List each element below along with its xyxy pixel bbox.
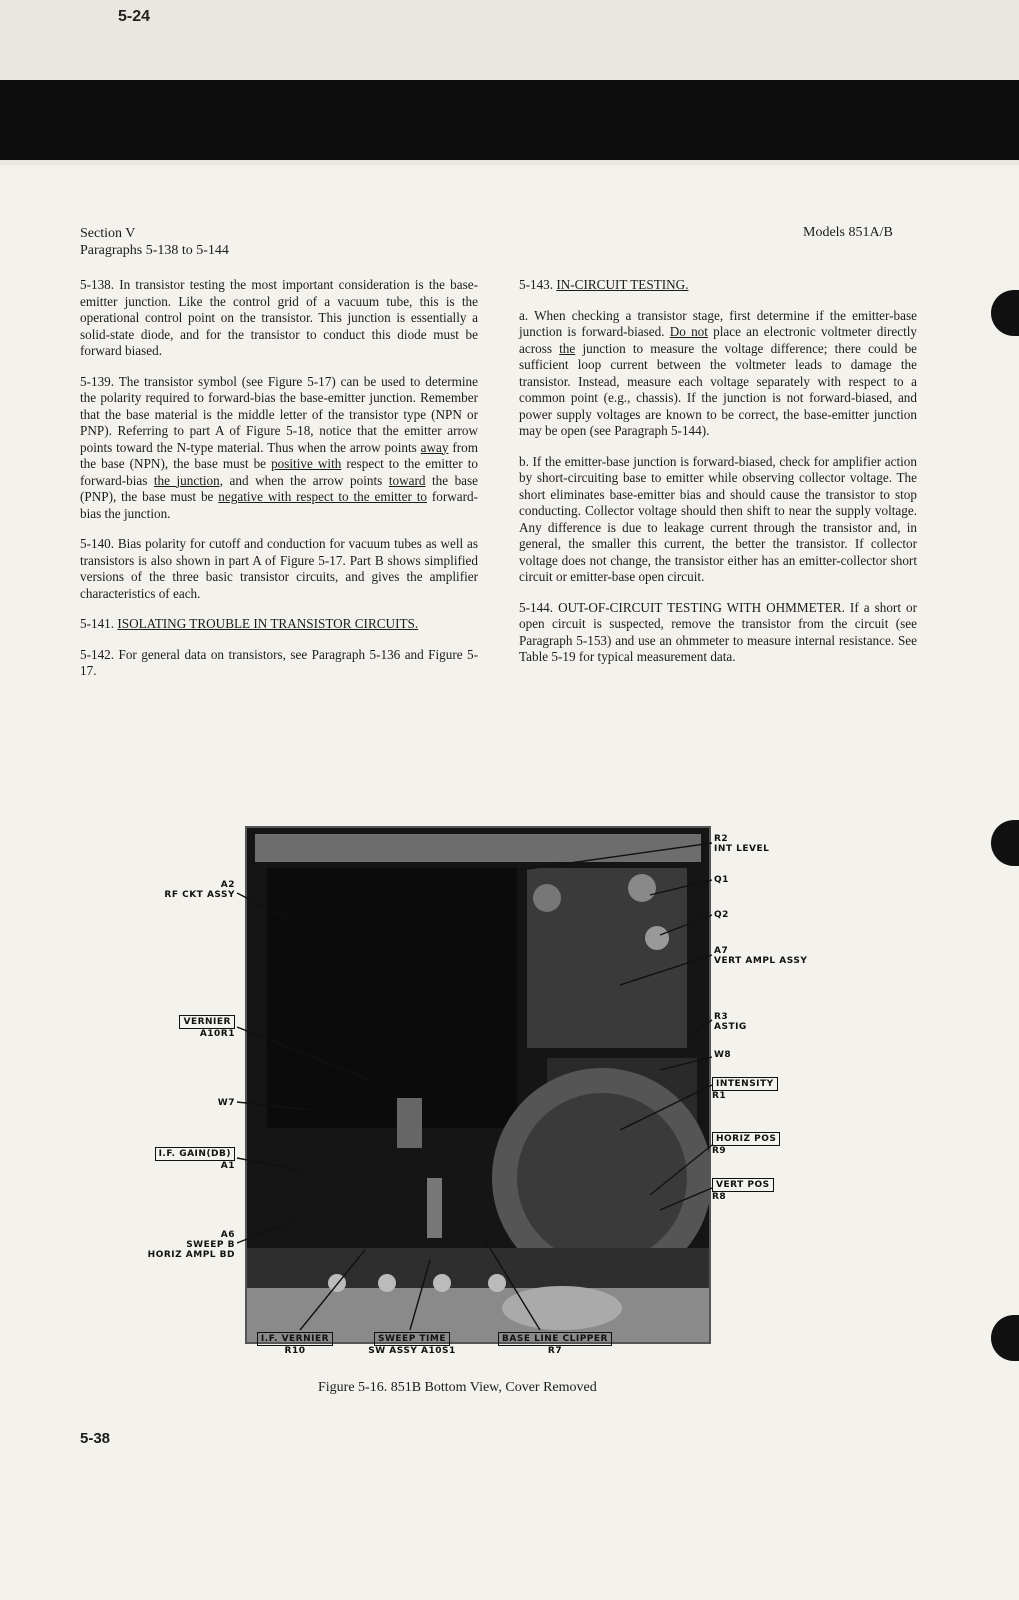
label-boxed: INTENSITY	[712, 1077, 778, 1091]
label-ref: SW ASSY A10S1	[368, 1346, 456, 1356]
label-ref: A6	[220, 1230, 235, 1240]
paragraph-5-140: 5-140. Bias polarity for cutoff and conduction for vacuum tubes as well as transistors is also shown in part A of Figure 5-17. Part B shows simplified versions of the three basic transistor circuits, and gives the amplifier characteristics of each.	[80, 536, 478, 601]
label-desc: SWEEP B	[186, 1240, 235, 1250]
heading-isolating-trouble: ISOLATING TROUBLE IN TRANSISTOR CIRCUITS.	[117, 616, 419, 631]
paragraph-number: 5-143.	[519, 277, 554, 292]
label-ref: R8	[712, 1192, 727, 1202]
text-run: forward-bias the junction.	[80, 489, 478, 521]
label-if-gain	[140, 1147, 235, 1171]
models-header: Models 851A/B	[803, 225, 893, 240]
label-ref: A2	[220, 880, 235, 890]
label-ref: R3	[714, 1012, 729, 1022]
paragraph-5-138: 5-138. In transistor testing the most important consideration is the base-emitter junction. Like the control grid of a vacuum tube, this is the operational control point on the transistor. This junction is essentially a solid-state diode, and for the transistor to conduct this diode must be forward biased.	[80, 277, 478, 358]
label-base-line-clipper	[490, 1332, 620, 1356]
text-run: junction to measure the voltage difference; there could be sufficient loop current between the voltmeter leads to damage the transistor. Instead, measure each voltage separately with respect to a common point (e.g., chassis). If the junction is not forward-biased, and power supply voltages are known to be correct, the base-emitter junction may be open (see Paragraph 5-144).	[519, 340, 918, 438]
label-ref: R10	[284, 1346, 306, 1356]
text-run: a. When checking a transistor stage, first determine if the emitter-base junction is forward-biased.	[519, 307, 917, 339]
label-boxed: VERNIER	[179, 1015, 235, 1029]
label-vernier	[150, 1015, 235, 1039]
label-vert-pos	[712, 1178, 774, 1202]
label-q1: Q1	[714, 875, 729, 885]
heading-out-of-circuit: OUT-OF-CIRCUIT TESTING WITH OHMMETER.	[558, 599, 845, 615]
label-q2: Q2	[714, 910, 729, 920]
label-ref: A7	[714, 946, 729, 956]
label-ref: R9	[712, 1146, 727, 1156]
label-a7	[714, 946, 807, 966]
section-title: Section V	[80, 226, 136, 241]
label-ref: A10R1	[199, 1029, 235, 1039]
label-a2	[150, 880, 235, 900]
figure-caption: Figure 5-16. 851B Bottom View, Cover Removed	[318, 1380, 597, 1395]
label-desc: INT LEVEL	[714, 844, 770, 854]
label-boxed: BASE LINE CLIPPER	[498, 1332, 612, 1346]
heading-in-circuit-testing: IN-CIRCUIT TESTING.	[556, 277, 689, 292]
paragraph-number: 5-141.	[80, 616, 115, 631]
paragraph-5-143-b: b. If the emitter-base junction is forward-biased, check for amplifier action by short-circuiting base to emitter while observing collector voltage. The short eliminates base-emitter bias and should cause the transistor to stop conducting. Collector voltage should then shift to near the supply voltage. Any difference is due to leakage current through the transistor and, in general, the smaller this current, the better the transistor. If collector voltage does not change, the transistor either has an emitter-collector short circuit or emitter-base open circuit.	[519, 453, 917, 584]
label-ref: R2	[714, 834, 729, 844]
emphasis-do-not: Do not	[669, 324, 708, 339]
label-boxed: I.F. VERNIER	[257, 1332, 333, 1346]
emphasis-toward: toward	[388, 472, 426, 488]
label-desc: RF CKT ASSY	[164, 890, 235, 900]
emphasis-the: the	[559, 340, 576, 356]
label-desc: HORIZ AMPL BD	[147, 1250, 235, 1260]
label-ref: R7	[547, 1346, 563, 1356]
label-desc: VERT AMPL ASSY	[714, 956, 808, 966]
label-ref: R1	[712, 1091, 727, 1101]
label-r2	[714, 834, 769, 854]
label-w7: W7	[217, 1098, 235, 1108]
text-run: 5-139. The transistor symbol (see Figure 5-17) can be used to determine the polarity required to forward-bias the base-emitter junction. Remember that the base material is the middle letter of the transistor type (NPN or PNP). Referring to part A of Figure 5-18, notice that the emitter arrow points toward the N-type material. Thus when the arrow points	[80, 373, 478, 455]
emphasis-the-junction: the junction,	[153, 472, 224, 488]
paragraph-number: 5-144.	[519, 599, 554, 615]
label-sweep-time	[362, 1332, 462, 1356]
label-boxed: SWEEP TIME	[374, 1332, 450, 1346]
top-page-number: 5-24	[118, 8, 151, 25]
label-boxed: I.F. GAIN(DB)	[155, 1147, 235, 1161]
emphasis-away: away	[420, 439, 449, 455]
label-boxed: VERT POS	[712, 1178, 774, 1192]
label-if-vernier	[250, 1332, 340, 1356]
label-w8: W8	[714, 1050, 732, 1060]
label-ref: A1	[220, 1161, 235, 1171]
label-desc: ASTIG	[714, 1022, 747, 1032]
emphasis-positive: positive with	[271, 456, 342, 471]
text-run: the base (PNP), the base must be	[80, 472, 479, 504]
emphasis-negative: negative with respect to the emitter to	[218, 489, 427, 504]
text-run: place an electronic voltmeter directly across	[519, 324, 917, 356]
label-boxed: HORIZ POS	[712, 1132, 780, 1146]
paragraph-5-142: 5-142. For general data on transistors, see Paragraph 5-136 and Figure 5-17.	[80, 646, 478, 678]
text-run: and when the arrow points	[229, 472, 383, 488]
label-horiz-pos	[712, 1132, 780, 1156]
text-run: respect to the emitter to forward-bias	[80, 456, 478, 488]
label-a6	[140, 1230, 235, 1260]
text-run: If a short or open circuit is suspected, remove the transistor from the circuit (see Paragraph 5-153) and use an ohmmeter to measure internal resistance. See Table 5-19 for typical measurement data.	[519, 599, 918, 664]
text-run: from the base (NPN), the base must be	[80, 439, 478, 471]
label-intensity	[712, 1077, 778, 1101]
paragraph-range: Paragraphs 5-138 to 5-144	[80, 243, 229, 258]
label-r3	[714, 1012, 747, 1032]
footer-page-number: 5-38	[80, 1430, 111, 1447]
